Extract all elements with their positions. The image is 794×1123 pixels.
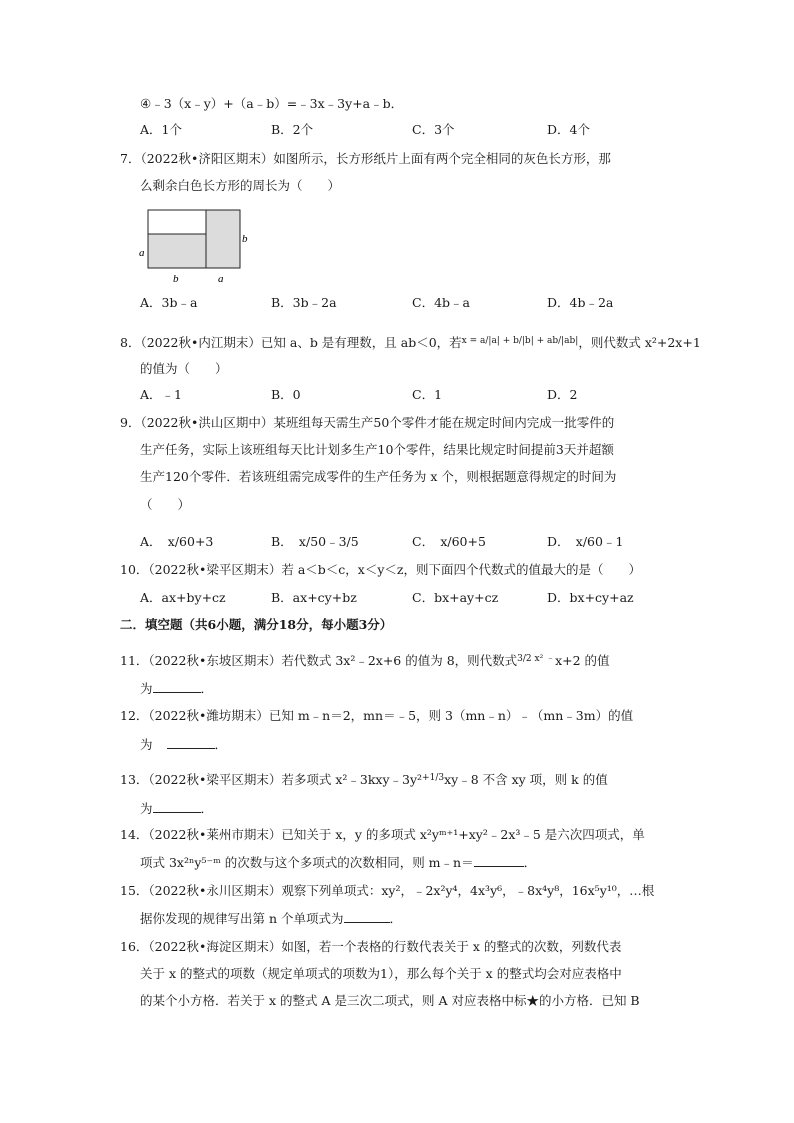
q15-line2 [140, 909, 402, 928]
q13-line1-text: 13．（2022秋•梁平区期末）若多项式 x²﹣3kxy﹣3y² [120, 772, 423, 787]
q9-line1: 9．（2022秋•洪山区期中）某班组每天需生产50个零件才能在规定时间内完成一批零件的 [120, 415, 615, 430]
q9-line2: 生产任务，实际上该班组每天比计划多生产10个零件，结果比规定时间提前3天并超额 [140, 442, 614, 457]
gray-rectangle-vertical [206, 210, 240, 268]
q12-period: ． [214, 737, 228, 752]
q10-option-c: C．bx+ay+cz [412, 590, 499, 605]
label-b-right: b [242, 233, 248, 245]
q8-line1-text: 8．（2022秋•内江期末）已知 a、b 是有理数，且 ab＜0，若 [120, 335, 462, 350]
q13-line2-text: 为 [140, 801, 153, 816]
q14-answer-blank[interactable] [474, 853, 524, 867]
q15-period: ． [389, 911, 403, 926]
q8-option-d: D．2 [547, 387, 578, 402]
q8-line1-tail: ，则代数式 x²+2x+1 [578, 335, 701, 350]
q6-option-c: C．3个 [412, 122, 455, 137]
q12-answer-blank[interactable] [167, 735, 215, 749]
q16-line3: 的某个小方格．若关于 x 的整式 A 是三次二项式，则 A 对应表格中标★的小方格．已知 B [140, 993, 640, 1008]
q7-rectangle-figure [138, 204, 246, 288]
q13-line2 [140, 799, 213, 818]
q12-line1: 12．（2022秋•潍坊期末）已知 m﹣n＝2，mn＝﹣5，则 3（mn﹣n）﹣（mn﹣3m）的值 [120, 708, 634, 723]
q7-line2: 么剩余白色长方形的周长为（ ） [140, 178, 341, 193]
q9-option-b: B． x/50﹣3/5 [271, 534, 359, 549]
q12-line2-text: 为 [140, 737, 153, 752]
q14-line1: 14．（2022秋•莱州市期末）已知关于 x，y 的多项式 x²yᵐ⁺¹+xy²﹣2x³﹣5 是六次四项式，单 [120, 827, 645, 842]
q7-line1: 7．（2022秋•济阳区期末）如图所示，长方形纸片上面有两个完全相同的灰色长方形，那 [120, 151, 611, 166]
q10-line1: 10．（2022秋•梁平区期末）若 a＜b＜c，x＜y＜z，则下面四个代数式的值最大的是（ ） [120, 562, 641, 577]
q9-line4: （ ） [140, 497, 191, 512]
q13-line1 [120, 771, 608, 791]
gray-rectangle-horizontal [148, 234, 206, 268]
q11-line2 [140, 679, 213, 698]
q8-formula: x = a/|a| + b/|b| + ab/|ab| [461, 336, 579, 346]
q9-option-d: D． x/60﹣1 [547, 534, 624, 549]
q16-line1: 16．（2022秋•海淀区期末）如图，若一个表格的行数代表关于 x 的整式的次数，列数代表 [120, 939, 622, 954]
q15-answer-blank[interactable] [344, 909, 390, 923]
q13-formula: +1/3 [422, 773, 445, 783]
q13-line1-tail: xy﹣8 不含 xy 项，则 k 的值 [444, 772, 608, 787]
section-fill-in-title: 二．填空题（共6小题，满分18分，每小题3分） [120, 617, 393, 632]
q8-option-b: B．0 [271, 387, 301, 402]
q9-option-c: C． x/60+5 [412, 534, 486, 549]
label-a-bottom: a [218, 273, 224, 285]
q13-period: ． [200, 801, 214, 816]
q7-option-a: A．3b﹣a [140, 295, 198, 310]
q11-period: ． [200, 681, 214, 696]
q14-period: ． [523, 855, 537, 870]
q10-option-a: A．ax+by+cz [140, 590, 226, 605]
q8-option-c: C．1 [412, 387, 443, 402]
q6-option-a: A．1个 [140, 122, 182, 137]
q13-answer-blank[interactable] [153, 799, 201, 813]
q15-line2-text: 据你发现的规律写出第 n 个单项式为 [140, 911, 344, 926]
q12-line2 [140, 735, 227, 754]
q14-line2 [140, 853, 536, 872]
q10-option-d: D．bx+cy+az [547, 590, 634, 605]
q15-line1: 15．（2022秋•永川区期末）观察下列单项式：xy²，﹣2x²y⁴，4x³y⁶，﹣8x⁴y⁸，16x⁵y¹⁰，…根 [120, 883, 655, 898]
q9-option-a: A． x/60+3 [140, 534, 214, 549]
q7-option-d: D．4b﹣2a [547, 295, 614, 310]
q8-line2: 的值为（ ） [140, 361, 228, 376]
q11-formula: 3/2 x² ﹣ [517, 654, 556, 664]
q7-option-b: B．3b﹣2a [271, 295, 337, 310]
label-b-bottom: b [173, 273, 179, 285]
q9-line3: 生产120个零件．若该班组需完成零件的生产任务为 x 个，则根据题意得规定的时间为 [140, 469, 617, 484]
q16-line2: 关于 x 的整式的项数（规定单项式的项数为1），那么每个关于 x 的整式均会对应表格中 [140, 966, 622, 981]
q6-option-b: B．2个 [271, 122, 314, 137]
q6-item4: ④﹣3（x﹣y）+（a﹣b）=﹣3x﹣3y+a﹣b． [140, 96, 404, 111]
q11-answer-blank[interactable] [153, 679, 201, 693]
q7-option-c: C．4b﹣a [412, 295, 470, 310]
q11-line1-tail: x+2 的值 [555, 653, 610, 668]
q11-line1 [120, 652, 610, 672]
q8-line1 [120, 334, 701, 354]
q6-option-d: D．4个 [547, 122, 590, 137]
label-a-left: a [139, 247, 145, 259]
q8-option-a: A．﹣1 [140, 387, 182, 402]
q11-line2-text: 为 [140, 681, 153, 696]
q10-option-b: B．ax+cy+bz [271, 590, 357, 605]
q11-line1-text: 11．（2022秋•东坡区期末）若代数式 3x²﹣2x+6 的值为 8，则代数式 [120, 653, 518, 668]
q14-line2-text: 项式 3x²ⁿy⁵⁻ᵐ 的次数与这个多项式的次数相同，则 m﹣n＝ [140, 855, 474, 870]
